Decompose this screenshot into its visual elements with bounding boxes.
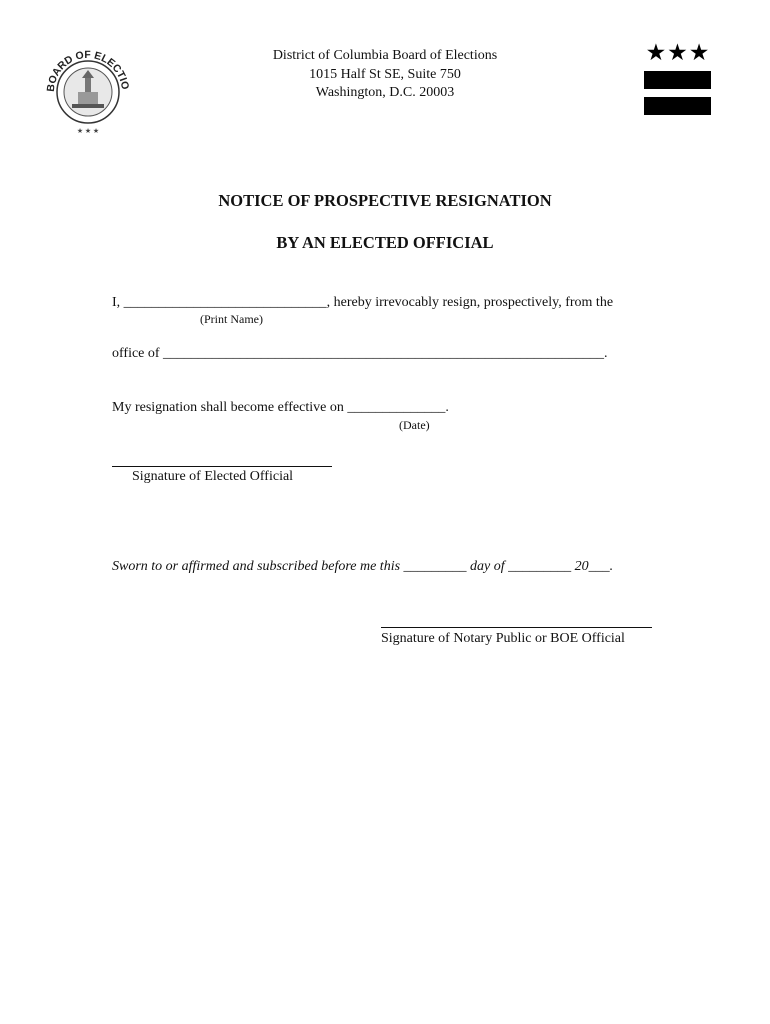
board-of-elections-seal [40, 40, 135, 135]
notary-signature-label: Signature of Notary Public or BOE Official [381, 631, 625, 646]
notary-signature-line [381, 627, 652, 628]
date-hint: (Date) [399, 418, 430, 432]
print-name-hint: (Print Name) [200, 312, 263, 326]
form-subtitle: BY AN ELECTED OFFICIAL [276, 233, 494, 252]
seal-stars: ★ ★ ★ [76, 127, 100, 135]
dc-flag-logo [644, 40, 712, 118]
official-signature-label: Signature of Elected Official [132, 469, 294, 484]
office-statement: office of _______________________________________________________________. [112, 346, 608, 361]
form-title: NOTICE OF PROSPECTIVE RESIGNATION [218, 191, 552, 210]
name-statement: I, _____________________________, hereby irrevocably resign, prospectively, from the [112, 295, 614, 310]
effective-date-statement: My resignation shall become effective on ______________. [112, 400, 449, 415]
org-name: District of Columbia Board of Elections [272, 48, 498, 63]
official-signature-line [112, 466, 332, 467]
seal-text: BOARD OF ELECTIO [44, 48, 132, 93]
flag-stars: ★★★ [645, 40, 711, 66]
sworn-statement: Sworn to or affirmed and subscribed before me this _________ day of _________ 20___. [112, 559, 614, 574]
org-city: Washington, D.C. 20003 [315, 85, 455, 100]
flag-bar-bottom [644, 97, 711, 115]
org-address: 1015 Half St SE, Suite 750 [309, 66, 461, 82]
flag-bar-top [644, 71, 711, 89]
